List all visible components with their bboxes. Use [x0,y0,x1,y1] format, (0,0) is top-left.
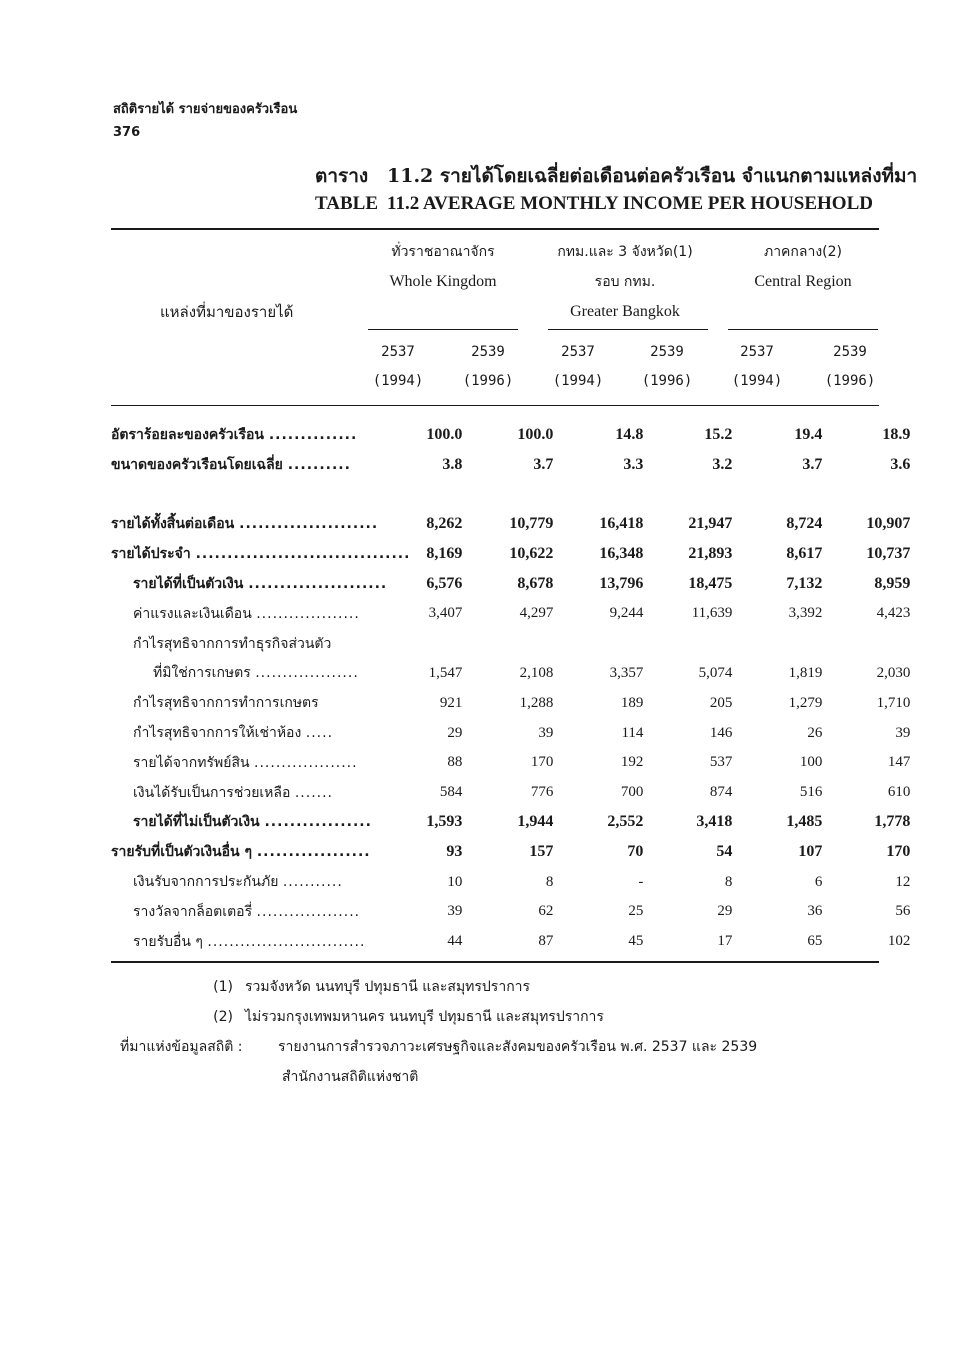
source-text: รายงานการสำรวจภาวะเศรษฐกิจและสังคมของครัวเรือน พ.ศ. 2537 และ 2539 [278,1039,758,1055]
table-cell: 4,297 [519,605,554,622]
table-cell: 10,737 [866,545,911,563]
table-row [111,688,910,718]
table-cell: 1,710 [876,694,911,711]
table-cell [643,629,732,659]
year-be: 2539 [471,344,505,360]
source-label: ที่มาแห่งข้อมูลสถิติ : [120,1039,243,1055]
year-column [810,338,890,396]
table-cell: 8,678 [517,575,554,593]
table-bottom-rule [111,961,879,963]
table-cell: 2,552 [607,813,644,831]
page-number: 376 [113,125,141,140]
table-cell: 16,418 [599,515,644,533]
table-cell [732,629,822,659]
table-cell: 6,576 [426,575,463,593]
table-cell: 10 [447,873,463,890]
table-cell: 21,947 [688,515,733,533]
row-label [111,599,410,629]
year-be: 2537 [381,344,415,360]
table-spacer-row [111,480,910,510]
table-cell: 44 [447,933,463,950]
table-cell: 100 [799,754,823,771]
table-notes [120,972,757,1092]
row-label-text: รางวัลจากล็อตเตอรี่ [133,903,253,920]
table-row [111,837,910,867]
column-group-english: Greater Bangkok [570,303,680,320]
table-row [111,867,910,897]
table-row [111,659,910,689]
table-cell: 146 [709,724,733,741]
row-label-text: กำไรสุทธิจากการทำธุรกิจส่วนตัว [133,635,332,652]
table-cell: 29 [447,724,463,741]
table-cell: 18.9 [882,425,911,443]
row-label-text: ขนาดของครัวเรือนโดยเฉลี่ย [111,456,283,473]
table-cell: 114 [621,724,644,741]
table-cell: 3.2 [712,455,733,473]
row-leader-dots: ..... [305,725,334,742]
column-group-thai: ภาคกลาง(2) [763,244,843,260]
table-cell: 2,030 [876,664,911,681]
row-label-text: อัตราร้อยละของครัวเรือน [111,426,264,443]
table-cell [410,629,462,659]
table-cell: 11,639 [691,605,733,622]
table-row [111,748,910,778]
running-header [113,98,297,144]
column-group-whole-kingdom [368,237,518,297]
table-cell: 610 [887,784,911,801]
table-row [111,718,910,748]
row-leader-dots: ...................... [239,516,379,533]
table-cell: 2,108 [519,664,554,681]
year-ce: (1994) [372,373,424,389]
row-label-text: กำไรสุทธิจากการทำการเกษตร [133,695,319,712]
table-cell: 3,357 [609,664,644,681]
row-leader-dots: ................. [264,814,372,831]
row-label [111,778,410,808]
table-cell: 21,893 [688,545,733,563]
table-cell: 8 [724,873,733,890]
table-cell: 88 [447,754,463,771]
table-cell: 157 [529,843,554,861]
table-cell: 874 [709,784,733,801]
table-cell: 100.0 [426,425,463,443]
title-thai [315,162,918,190]
table-row [111,420,910,450]
table-cell: 1,279 [788,694,823,711]
table-cell: 36 [807,903,823,920]
table-cell: 1,819 [788,664,823,681]
row-leader-dots: ....... [294,784,334,801]
row-label [111,837,410,867]
table-cell: 7,132 [786,575,823,593]
column-group-central-region [728,237,878,297]
source-note-continued: สำนักงานสถิติแห่งชาติ [282,1069,419,1085]
table-cell: 62 [538,903,554,920]
row-label [111,569,410,599]
year-column [448,338,528,396]
row-label-text: เงินได้รับเป็นการช่วยเหลือ [133,784,291,801]
table-row [111,450,910,480]
table-cell: 537 [709,754,733,771]
row-label-text: รายได้ประจำ [111,546,191,563]
year-column [358,338,438,396]
table-top-rule [111,228,879,230]
table-title [315,162,918,218]
row-label [111,420,410,450]
year-be: 2539 [833,344,867,360]
year-column [538,338,618,396]
year-column [717,338,797,396]
table-cell: 10,622 [509,545,554,563]
table-cell: 1,778 [874,813,911,831]
row-label-text: รายได้ที่ไม่เป็นตัวเงิน [133,814,260,831]
year-ce: (1994) [552,373,604,389]
table-cell: 8,959 [874,575,911,593]
row-leader-dots: .......... [287,456,351,473]
table-cell: 13,796 [599,575,644,593]
row-label [111,450,410,480]
table-cell: 189 [620,694,644,711]
table-cell: 26 [807,724,823,741]
title-english-label: TABLE [315,193,379,214]
footnote [120,1002,757,1032]
table-cell: 3,392 [788,605,823,622]
table-row [111,897,910,927]
header-bottom-rule [111,405,879,406]
title-english-text: 11.2 AVERAGE MONTHLY INCOME PER HOUSEHOLD [387,193,873,214]
table-cell [553,629,643,659]
row-label [111,748,410,778]
table-row [111,539,910,569]
column-group-greater-bangkok [545,237,705,327]
row-label [111,539,410,569]
row-label [111,897,410,927]
year-be: 2539 [650,344,684,360]
year-ce: (1996) [641,373,693,389]
column-group-thai: กทม.และ 3 จังหวัด(1) [557,244,693,260]
table-cell [822,629,910,659]
source-note [120,1032,757,1062]
table-cell: 921 [439,694,463,711]
row-label-text: รายได้จากทรัพย์สิน [133,754,250,771]
row-leader-dots: ................... [254,754,358,771]
table-row [111,599,910,629]
table-row [111,778,910,808]
year-be: 2537 [740,344,774,360]
table-cell: 93 [446,843,463,861]
table-cell: 3,418 [696,813,733,831]
table-cell: 1,288 [519,694,554,711]
footnote-text: รวมจังหวัด นนทบุรี ปทุมธานี และสมุทรปราการ [245,979,531,995]
row-leader-dots: ........... [282,874,343,891]
row-label-text: รายรับอื่น ๆ [133,933,203,950]
row-label-text: เงินรับจากการประกันภัย [133,874,279,891]
table-cell: 8,169 [426,545,463,563]
row-label-text: กำไรสุทธิจากการให้เช่าห้อง [133,725,302,742]
table-row [111,808,910,838]
row-label [111,688,410,718]
title-thai-text: 11.2 รายได้โดยเฉลี่ยต่อเดือนต่อครัวเรือน จำแนกตามแหล่งที่มา [387,165,918,187]
table-cell: 205 [709,694,733,711]
year-ce: (1996) [462,373,514,389]
title-english [315,190,885,218]
table-cell: 3,407 [428,605,463,622]
footnote-number: (1) [213,979,233,995]
table-cell: 147 [887,754,911,771]
table-cell: 6 [814,873,823,890]
row-header: แหล่งที่มาของรายได้ [160,303,294,321]
row-leader-dots: .................................. [195,546,411,563]
row-label-text: รายรับที่เป็นตัวเงินอื่น ๆ [111,844,252,861]
row-leader-dots: ................... [256,903,361,920]
table-cell: 700 [620,784,644,801]
row-label-text: รายได้ทั้งสิ้นต่อเดือน [111,516,235,533]
table-cell: 102 [887,933,911,950]
table-cell: 29 [717,903,733,920]
year-column [627,338,707,396]
table-cell: 65 [807,933,823,950]
table-cell: 5,074 [698,664,733,681]
table-cell: 8 [545,873,554,890]
table-cell: 19.4 [794,425,823,443]
table-cell: 16,348 [599,545,644,563]
spanner-rule-greater-bangkok [548,329,708,330]
table-cell: 107 [798,843,823,861]
table-cell: 9,244 [609,605,644,622]
table-cell: 8,617 [786,545,823,563]
table-cell: 1,485 [786,813,823,831]
table-cell: 3.7 [802,455,823,473]
table-cell: 12 [895,873,911,890]
table-row [111,569,910,599]
table-cell: 3.3 [623,455,644,473]
table-row [111,510,910,540]
table-cell: 776 [530,784,554,801]
row-label-text: รายได้ที่เป็นตัวเงิน [133,576,244,593]
table-cell: 3.6 [890,455,911,473]
table-cell: 18,475 [688,575,733,593]
table-cell: 56 [895,903,911,920]
column-group-english: Central Region [754,273,852,290]
table-cell: 39 [538,724,554,741]
row-label [111,629,410,659]
row-label [111,808,410,838]
table-cell: 10,779 [509,515,554,533]
table-cell: 15.2 [704,425,733,443]
column-group-thai: ทั่วราชอาณาจักร [391,244,495,260]
table-cell: 39 [895,724,911,741]
table-cell: 54 [716,843,733,861]
footnote [120,972,757,1002]
footnote-number: (2) [213,1009,233,1025]
row-label-text: ค่าแรงและเงินเดือน [133,605,252,622]
table-cell: 1,593 [426,813,463,831]
table-cell: 70 [627,843,644,861]
table-row [111,629,910,659]
table-cell: 516 [799,784,823,801]
row-leader-dots: ...................... [248,576,388,593]
table-cell: 584 [439,784,463,801]
table-cell: 8,724 [786,515,823,533]
row-label-text: ที่มิใช่การเกษตร [153,665,251,682]
running-header-title: สถิติรายได้ รายจ่ายของครัวเรือน [113,102,298,117]
table-cell: 170 [886,843,911,861]
row-leader-dots: ................... [255,665,359,682]
row-label [111,510,410,540]
table-cell: 100.0 [517,425,554,443]
table-cell: 4,423 [876,605,911,622]
table-cell: 8,262 [426,515,463,533]
row-leader-dots: ............................. [207,933,366,950]
year-be: 2537 [561,344,595,360]
row-leader-dots: .................. [256,844,371,861]
table-row [111,927,910,957]
data-table [111,420,910,957]
row-label [111,867,410,897]
row-leader-dots: ................... [256,605,360,622]
column-group-english: Whole Kingdom [389,273,497,290]
table-cell: 45 [628,933,644,950]
table-cell [462,629,553,659]
table-cell: 170 [530,754,554,771]
table-cell: 3.7 [533,455,554,473]
table-cell: 1,944 [517,813,554,831]
table-cell: 87 [538,933,554,950]
row-label [111,718,410,748]
table-cell: 14.8 [615,425,644,443]
column-group-thai-sub: รอบ กทม. [594,274,656,290]
table-cell: 1,547 [428,664,463,681]
table-cell: 39 [447,903,463,920]
spanner-rule-whole-kingdom [368,329,518,330]
footnote-text: ไม่รวมกรุงเทพมหานคร นนทบุรี ปทุมธานี และสมุทรปราการ [245,1009,604,1025]
table-cell: 10,907 [866,515,911,533]
spanner-rule-central-region [728,329,878,330]
title-thai-label: ตาราง [315,165,369,187]
row-label [111,927,410,957]
year-ce: (1996) [824,373,876,389]
year-ce: (1994) [731,373,783,389]
table-cell: 3.8 [442,455,463,473]
row-label [111,659,410,689]
table-cell: 17 [717,933,733,950]
table-cell: 25 [628,903,644,920]
table-cell: - [638,873,644,890]
row-leader-dots: .............. [268,426,358,443]
table-cell: 192 [620,754,644,771]
